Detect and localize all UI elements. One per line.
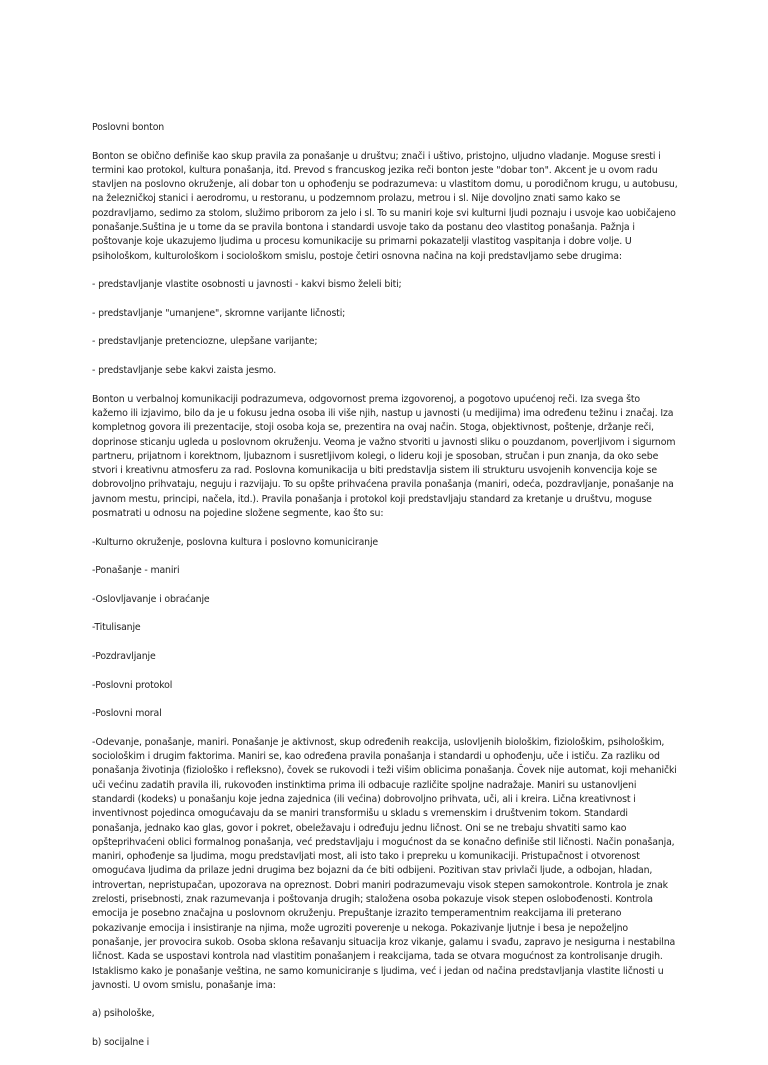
list-item: b) socijalne i (92, 1037, 150, 1048)
paragraph-behavior: -Odevanje, ponašanje, maniri. Ponašanje je aktivnost, skup određenih reakcija, uslovljenih biološkim, fiziološkim, psihološkim, sociološkim i drugim faktorima. Maniri se, kao određena pravila ponašanja i standardi u ophođenju, uče i ističu. Za razliku od ponašanja životinja (fiziološko i refleksno), čovek se rukovodi i teži višim oblicima ponašanja. Čovek nije automat, koji mehanički uči većinu zadatih pravila ili, rukovođen instinktima prima ili odbacuje različite spoljne nadražaje. Maniri su ustanovljeni standardi (kodeks) u ponašanju koje jedna zajednica (ili većina) dobrovoljno prihvata, uči, ali i kreira. Lična kreativnost i inventivnost pojedinca omogućavaju da se maniri transformišu u skladu s vremenskim i društvenim tokom. Standardi ponašanja, jednako kao glas, govor i pokret, obeležavaju i određuju jednu ličnost. Oni se ne trebaju shvatiti samo kao opšteprihvaćeni oblici formalnog ponašanja, već predstavljaju i mogućnost da se konačno definiše stil ličnosti. Način ponašanja, maniri, ophođenje sa ljudima, mogu predstavljati most, ali isto tako i prepreku u komunikaciji. Pristupačnost i otvorenost omogućava ljudima da prilaze jedni drugima bez bojazni da će biti odbijeni. Pozitivan stav privlači ljude, a odbojan, hladan, introvertan, nepristupačan, upozorava na opreznost. Dobri maniri podrazumevaju visok stepen samokontrole. Kontrola je znak zrelosti, prisebnosti, znak razumevanja i poštovanja drugih; staložena osoba pokazuje visok stepen oslobođenosti. Kontrola emocija je posebno značajna u poslovnom okruženju. Prepuštanje izrazito temperamentnim reakcijama ili preterano pokazivanje emocija i insistiranje na njima, može ugroziti poverenje u nekoga. Pokazivanje ljutnje i besa je nepoželjno ponašanje, jer provocira sukob. Osoba sklona rešavanju situacija kroz vikanje, galamu i svađu, zapravo je nesigurna i nestabilna ličnost. Kada se uspostavi kontrola nad vlastitim ponašanjem i reakcijama, tada se otvara mogućnost za kontrolisanje drugih. Istaklismo kako je ponašanje veština, ne samo komuniciranje s ljudima, već i jedan od načina predstavljanja vlastite ličnosti u javnosti. U ovom smislu, ponašanje ima: (92, 736, 677, 991)
list-item: -Poslovni protokol (92, 679, 173, 691)
list-item: - predstavljanje vlastite osobnosti u javnosti - kakvi bismo želeli biti; (92, 279, 402, 291)
list-item: a) psihološke, (92, 1008, 155, 1020)
list-item: -Titulisanje (92, 622, 141, 634)
list-item: -Pozdravljanje (92, 650, 156, 662)
paragraph-intro: Bonton se obično definiše kao skup pravila za ponašanje u društvu; znači i uštivo, pristojno, uljudno vladanje. Moguse sresti i termini kao protokol, kultura ponašanja, itd. Prevod s francuskog jezika reči bonton jeste "dobar ton". Akcent je u ovom radu stavljen na poslovno okruženje, ali dobar ton u ophođenju se podrazumeva: u vlastitom domu, u porodičnom krugu, u autobusu, na železničkoj stanici i aerodromu, u restoranu, u podzemnom prolazu, metrou i sl. Nije dovoljno znati samo kako se pozdravljamo, sedimo za stolom, služimo priborom za jelo i sl. To su maniri koje svi kulturni ljudi poznaju i usvoje kao uobičajeno ponašanje.Suština je u tome da se pravila bontona i standardi usvoje tako da postanu deo vlastitog ponašanja. Pažnja i poštovanje koje ukazujemo ljudima u procesu komunikacije su primarni pokazatelji vlastitog vaspitanja i dobre volje. U psihološkom, kulturološkom i sociološkom smislu, postoje četiri osnovna načina na koji predstavljamo sebe drugima: (92, 150, 678, 262)
list-item: - predstavljanje pretenciozne, ulepšane varijante; (92, 336, 318, 348)
list-item: -Kulturno okruženje, poslovna kultura i poslovno komuniciranje (92, 536, 379, 548)
list-item: -Oslovljavanje i obraćanje (92, 593, 210, 605)
list-item: -Ponašanje - maniri (92, 565, 180, 577)
list-item: -Poslovni moral (92, 708, 162, 720)
list-item: - predstavljanje "umanjene", skromne varijante ličnosti; (92, 307, 346, 319)
document-title: Poslovni bonton (92, 122, 165, 133)
document-body (92, 121, 678, 1065)
paragraph-verbal-communication: Bonton u verbalnoj komunikaciji podrazumeva, odgovornost prema izgovorenoj, a pogotovo upućenoj reči. Iza svega što kažemo ili izjavimo, bilo da je u fokusu jedna osoba ili više njih, nastup u javnosti (u medijima) ima određenu težinu i značaj. Iza kompletnog govora ili prezentacije, stoji osoba koja se, prezentira na ovaj način. Stoga, objektivnost, poštenje, držanje reči, doprinose sticanju ugleda u poslovnom okruženju. Veoma je važno stvoriti u javnosti sliku o pouzdanom, poverljivom i sigurnom partneru, prijatnom i korektnom, ljubaznom i susretljivom kolegi, o lideru koji je sposoban, stručan i pun znanja, da oko sebe stvori i kreativnu atmosferu za rad. Poslovna komunikacija u biti predstavlja sistem ili strukturu usvojenih konvencija koje se dobrovoljno prihvataju, neguju i razvijaju. To su opšte prihvaćena pravila ponašanja (maniri, odeća, pozdravljanje, ponašanje na javnom mestu, principi, načela, itd.). Pravila ponašanja i protokol koji predstavljaju standard za kretanje u društvu, moguse posmatrati u odnosu na pojedine složene segmente, kao što su: (92, 393, 676, 520)
list-item: - predstavljanje sebe kakvi zaista jesmo. (92, 365, 277, 377)
